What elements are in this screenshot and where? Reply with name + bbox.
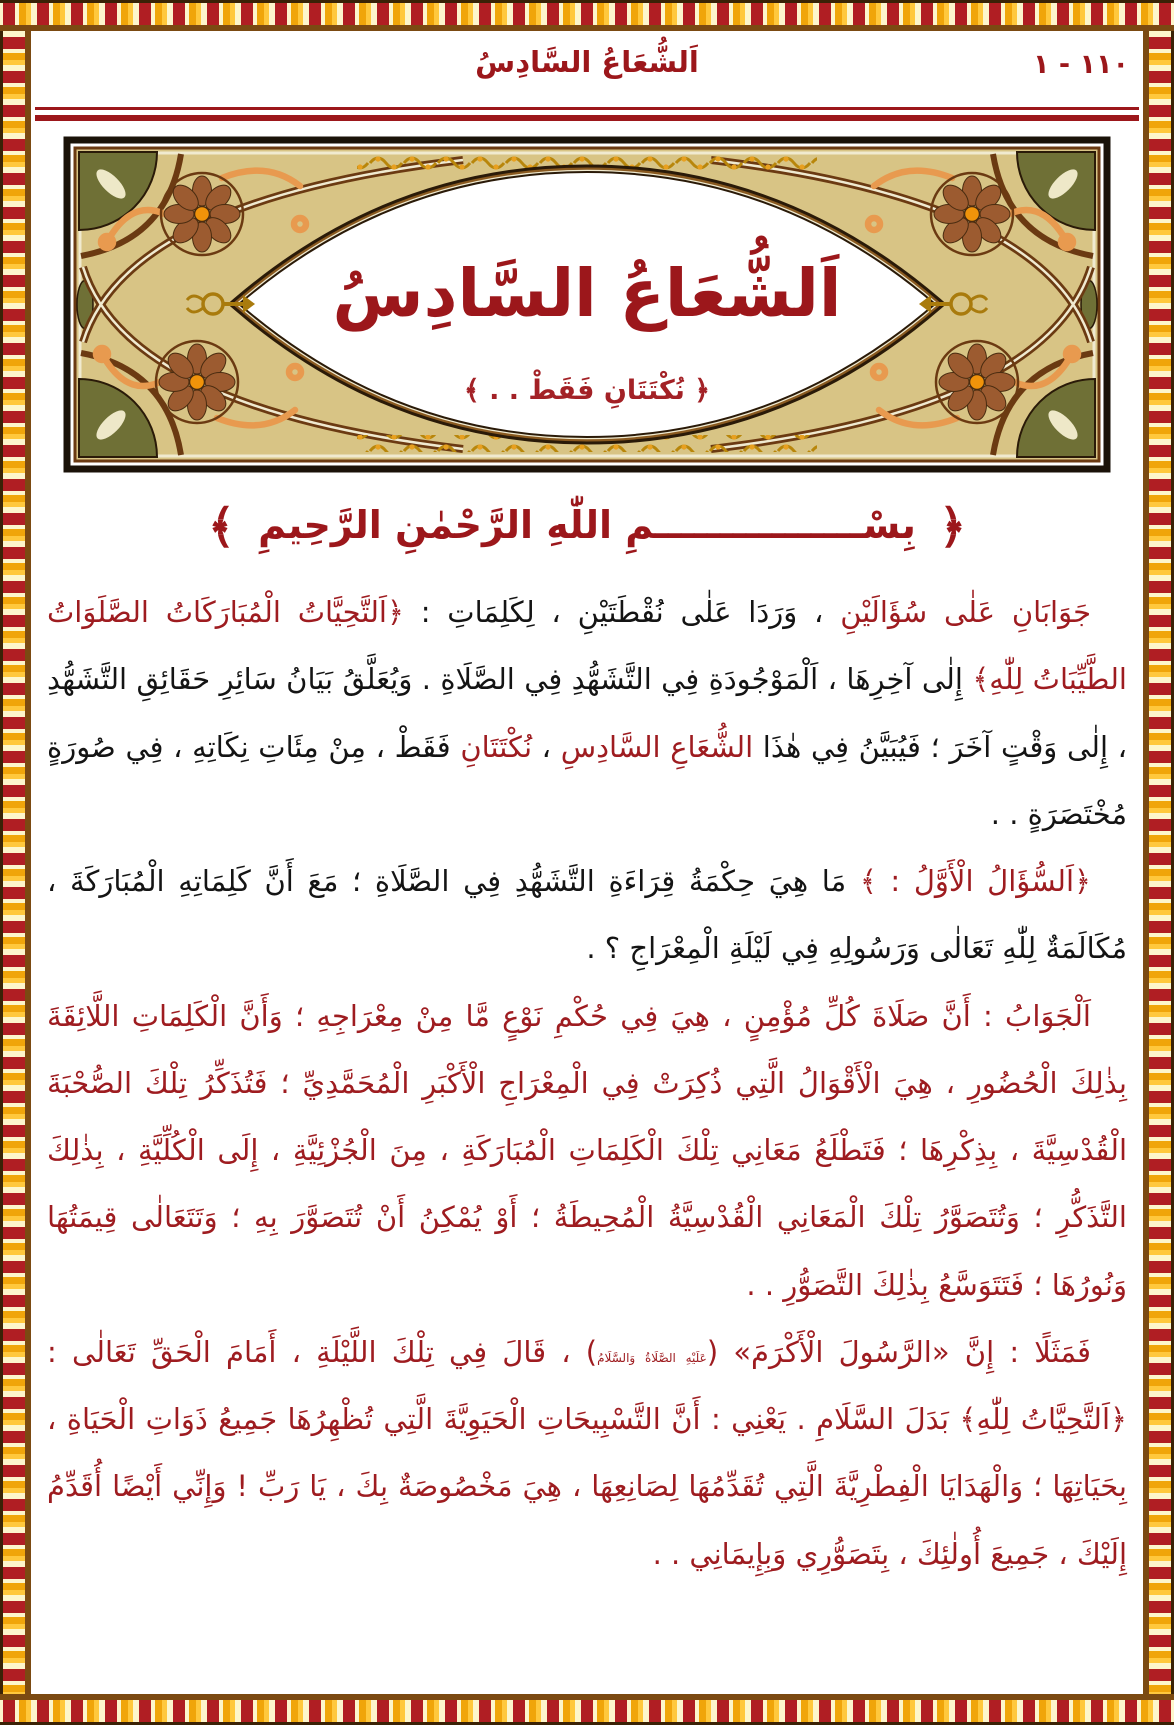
page-number: ١١٠ - ١ [1033,49,1129,80]
text-segment-black: ، [532,729,561,764]
text-segment-black: مَا هِيَ حِكْمَةُ قِرَاءَةِ التَّشَهُّدِ فِي الصَّلَاةِ ؛ مَعَ أَنَّ كَلِمَاتِهِ الْمُبَارَكَةَ ، مُكَالَمَةٌ لِلّٰهِ تَعَالٰى وَرَسُولِهِ فِي لَيْلَةِ الْمِعْرَاجِ ؟ . [47,864,1127,966]
text-segment-red: فَمَثَلًا : إِنَّ «الرَّسُولَ الْأَكْرَمَ» ( [706,1334,1091,1369]
header-rule-thick [35,115,1139,121]
text-segment-red: نُكْتَتَانِ [460,729,533,764]
text-segment-red: ﴿اَلسُّؤَالُ الْأَوَّلُ : ﴾ [859,864,1091,899]
text-segment-red: الشُّعَاعِ السَّادِسِ [560,729,754,764]
paragraph [47,1319,1127,1588]
text-segment-red: ) ، قَالَ فِي تِلْكَ اللَّيْلَةِ ، أَمَامَ الْحَقِّ تَعَالٰى : ﴿اَلتَّحِيَّاتُ لِلّٰهِ﴾ بَدَلَ السَّلَامِ . يَعْنِي : أَنَّ التَّسْبِيحَاتِ الْحَيَوِيَّةَ الَّتِي تُظْهِرُهَا جَمِيعُ ذَوَاتِ الْحَيَاةِ ، بِحَيَاتِهَا ؛ وَالْهَدَايَا الْفِطْرِيَّةَ الَّتِي تُقَدِّمُهَا لِصَانِعِهَا ، هِيَ مَخْصُوصَةٌ بِكَ ، يَا رَبِّ ! وَإِنِّي أَيْضًا أُقَدِّمُ إِلَيْكَ ، جَمِيعَ أُولٰئِكَ ، بِتَصَوُّرِي وَبِإِيمَانِي . . [47,1334,1127,1571]
text-segment-red: جَوَابَانِ عَلٰى سُؤَالَيْنِ [840,595,1091,629]
ornate-bracket-right-icon: ﴿ [939,499,967,553]
paragraph [47,579,1127,848]
banner-subtitle: ﴿ نُكْتَتَانِ فَقَطْ . . ﴾ [463,375,711,406]
text-segment-black: فَقَطْ ، مِنْ مِئَاتِ نِكَاتِهِ ، فِي صُورَةٍ مُخْتَصَرَةٍ . . [47,729,1127,831]
body-text [47,579,1127,1588]
paragraph [47,983,1127,1319]
page-border-right [1143,0,1174,1725]
header-rules [35,107,1139,121]
text-segment-black: إِلٰى آخِرِهَا ، اَلْمَوْجُودَةِ فِي التَّشَهُّدِ فِي الصَّلَاةِ . وَيُعَلَّقُ بَيَانُ سَائِرِ حَقَائِقِ التَّشَهُّدِ ، إِلٰى وَقْتٍ آخَرَ ؛ فَيُبَيَّنُ فِي هٰذَا [47,662,1128,764]
ornate-bracket-left-icon: ﴾ [207,499,235,553]
paragraph [47,848,1127,983]
basmala-text: بِسْــــــــــــــــمِ اللّٰهِ الرَّحْمٰنِ الرَّحِيمِ [258,503,916,547]
text-segment-red: ﴿اَلتَّحِيَّاتُ الْمُبَارَكَاتُ الصَّلَوَاتُ الطَّيِّبَاتُ لِلّٰهِ﴾ [47,595,1127,697]
page-border-top [0,0,1174,31]
header-rule-thin [35,107,1139,110]
banner-title: اَلشُّعَاعُ السَّادِسُ [332,255,842,332]
page-border-left [0,0,31,1725]
basmala [31,499,1143,553]
title-banner [63,136,1111,473]
text-segment-seal: عَلَيْهِ الصَّلَاةُ وَالسَّلَامُ [597,1350,707,1365]
running-head-title: اَلشُّعَاعُ السَّادِسُ [475,45,699,79]
running-head [31,43,1143,99]
page-border-bottom [0,1694,1174,1725]
text-segment-black: ، وَرَدَا عَلٰى نُقْطَتَيْنِ ، لِكَلِمَاتِ : [403,595,841,629]
text-segment-red: اَلْجَوَابُ : أَنَّ صَلَاةَ كُلِّ مُؤْمِنٍ ، هِيَ فِي حُكْمِ نَوْعٍ مَّا مِنْ مِعْرَاجِهِ ؛ وَأَنَّ الْكَلِمَاتِ اللَّائِقَةَ بِذٰلِكَ الْحُضُورِ ، هِيَ الْأَقْوَالُ الَّتِي ذُكِرَتْ فِي الْمِعْرَاجِ الْأَكْبَرِ الْمُحَمَّدِيِّ ؛ فَتُذَكِّرُ تِلْكَ الصُّحْبَةَ الْقُدْسِيَّةَ ، بِذِكْرِهَا ؛ فَتَطْلَعُ مَعَانِي تِلْكَ الْكَلِمَاتِ الْمُبَارَكَةِ ، مِنَ الْجُزْئِيَّةِ ، إِلَى الْكُلِّيَّةِ ، بِذٰلِكَ التَّذَكُّرِ ؛ وَتُتَصَوَّرُ تِلْكَ الْمَعَانِي الْقُدْسِيَّةُ الْمُحِيطَةُ ؛ أَوْ يُمْكِنُ أَنْ تُتَصَوَّرَ بِهِ ؛ وَتَتَعَالٰى قِيمَتُهَا وَنُورُهَا ؛ فَتَتَوَسَّعُ بِذٰلِكَ التَّصَوُّرِ . . [47,998,1127,1302]
page-content-area [31,31,1143,1694]
